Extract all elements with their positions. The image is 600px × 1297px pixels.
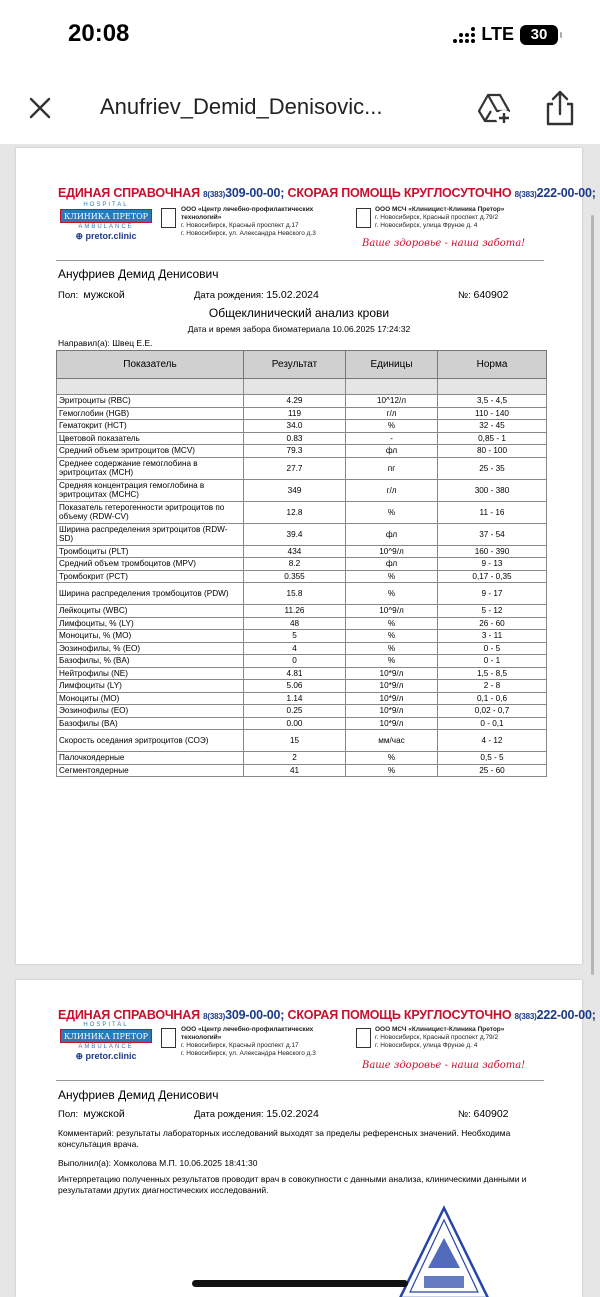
result-cell: 2 [244,752,346,765]
table-row [57,717,547,730]
norm-cell: 3 - 11 [438,630,547,643]
norm-cell: 0,85 - 1 [438,432,547,445]
norm-cell: 9 - 17 [438,583,547,605]
param-cell: Тромбоциты (PLT) [57,545,244,558]
norm-cell: 110 - 140 [438,407,547,420]
result-cell: 11.26 [244,605,346,618]
document-page-1[interactable] [16,148,596,964]
result-cell: 8.2 [244,558,346,571]
result-cell: 34.0 [244,420,346,433]
patient-number: №: 640902 [458,289,509,301]
param-cell: Палочкоядерные [57,752,244,765]
table-row [57,730,547,752]
unit-cell: % [346,642,438,655]
table-row [57,420,547,433]
clinic-phone-banner: ЕДИНАЯ СПРАВОЧНАЯ 8(383)309-00-00; СКОРАЯ ПОМОЩЬ КРУГЛОСУТОЧНО 8(383)222-00-00; [58,1008,596,1022]
param-cell: Скорость оседания эритроцитов (СОЭ) [57,730,244,752]
org1-info: ООО «Центр лечебно-профилактических технологий» г. Новосибирск, Красный проспект д.17 г. Новосибирск, ул. Александра Невского д.3 [181,1026,316,1057]
unit-cell: % [346,752,438,765]
globe-icon: ⊕ [75,1051,83,1061]
table-row [57,642,547,655]
result-cell: 0.25 [244,705,346,718]
table-row [57,752,547,765]
norm-cell: 0 - 1 [438,655,547,668]
param-cell: Среднее содержание гемоглобина в эритроцитах (MCH) [57,457,244,479]
norm-cell: 0,1 - 0,6 [438,692,547,705]
unit-cell: % [346,764,438,777]
result-cell: 48 [244,617,346,630]
param-cell: Эритроциты (RBC) [57,395,244,408]
unit-cell: мм/час [346,730,438,752]
column-header: Единицы [346,351,438,379]
unit-cell: 10*9/л [346,667,438,680]
share-button[interactable] [542,88,578,128]
table-row [57,605,547,618]
param-cell: Моноциты, % (MO) [57,630,244,643]
unit-cell: фл [346,523,438,545]
result-cell: 4.29 [244,395,346,408]
result-cell: 41 [244,764,346,777]
clinic-slogan: Ваше здоровье - наша забота! [362,1060,526,1071]
norm-cell: 4 - 12 [438,730,547,752]
unit-cell: 10^9/л [346,605,438,618]
result-cell: 119 [244,407,346,420]
globe-icon: ⊕ [75,231,83,241]
result-cell: 27.7 [244,457,346,479]
table-row [57,764,547,777]
table-row [57,457,547,479]
document-page-2[interactable] [16,980,596,1297]
result-cell: 0.355 [244,570,346,583]
param-cell: Ширина распределения тромбоцитов (PDW) [57,583,244,605]
unit-cell: % [346,583,438,605]
org1-checkbox [161,208,176,228]
param-cell: Эозинофилы, % (EO) [57,642,244,655]
norm-cell: 0,17 - 0,35 [438,570,547,583]
norm-cell: 11 - 16 [438,501,547,523]
unit-cell: г/л [346,479,438,501]
patient-birth: Дата рождения: 15.02.2024 [194,289,319,301]
network-type: LTE [481,24,514,44]
norm-cell: 1,5 - 8,5 [438,667,547,680]
norm-cell: 0,02 - 0,7 [438,705,547,718]
unit-cell: % [346,617,438,630]
clinic-phone-banner: ЕДИНАЯ СПРАВОЧНАЯ 8(383)309-00-00; СКОРАЯ ПОМОЩЬ КРУГЛОСУТОЧНО 8(383)222-00-00; [58,186,596,200]
referrer: Направил(а): Швец Е.Е. [58,338,153,348]
interpretation-note: Интерпретацию полученных результатов проводит врач в совокупности с данными анализа, клиническими данными и результатами других диагностических исследований. [58,1174,527,1195]
status-bar [0,0,600,72]
norm-cell: 2 - 8 [438,680,547,693]
sample-datetime: Дата и время забора биоматериала 10.06.2025 17:24:32 [187,324,411,334]
param-cell: Средняя концентрация гемоглобина в эритроцитах (MCHC) [57,479,244,501]
norm-cell: 0 - 5 [438,642,547,655]
result-cell: 15 [244,730,346,752]
param-cell: Средний объем эритроцитов (MCV) [57,445,244,458]
org2-checkbox [356,208,371,228]
table-row [57,479,547,501]
drive-add-icon [474,88,514,128]
lab-comment: Комментарий: результаты лабораторных исследований выходят за пределы референсных значений. Необходима консультация врача. [58,1128,511,1149]
document-title: Anufriev_Demid_Denisovic... [100,94,383,119]
param-cell: Средний объем тромбоцитов (MPV) [57,558,244,571]
battery-icon: 30 [520,25,558,45]
param-cell: Лимфоциты, % (LY) [57,617,244,630]
table-row [57,407,547,420]
result-cell: 15.8 [244,583,346,605]
param-cell: Базофилы, % (BA) [57,655,244,668]
norm-cell: 25 - 60 [438,764,547,777]
param-cell: Эозинофилы (EO) [57,705,244,718]
org2-info: ООО МСЧ «Клиницист-Клиника Претор» г. Новосибирск, Красный проспект д.79/2 г. Новосибирск, улица Фрунзе д. 4 [375,1026,505,1049]
org1-checkbox [161,1028,176,1048]
patient-name: Ануфриев Демид Денисович [58,267,219,281]
result-cell: 434 [244,545,346,558]
param-cell: Лейкоциты (WBC) [57,605,244,618]
unit-cell: 10*9/л [346,680,438,693]
clinic-logo: HOSPITAL КЛИНИКА ПРЕТОР AMBULANCE ⊕ pretor.clinic [58,202,154,258]
param-cell: Лимфоциты (LY) [57,680,244,693]
status-icons [453,24,558,45]
result-cell: 12.8 [244,501,346,523]
result-cell: 0 [244,655,346,668]
norm-cell: 5 - 12 [438,605,547,618]
param-cell: Нейтрофилы (NE) [57,667,244,680]
signal-icon [453,27,475,43]
app-bar [0,72,600,144]
table-row [57,692,547,705]
result-cell: 1.14 [244,692,346,705]
param-cell: Сегментоядерные [57,764,244,777]
lab-stamp-icon [388,1198,528,1297]
result-cell: 5.06 [244,680,346,693]
norm-cell: 26 - 60 [438,617,547,630]
param-cell: Показатель гетерогенности эритроцитов по объему (RDW-CV) [57,501,244,523]
column-header: Результат [244,351,346,379]
unit-cell: % [346,570,438,583]
unit-cell: % [346,501,438,523]
report-title: Общеклинический анализ крови [208,306,390,320]
table-row [57,570,547,583]
patient-birth: Дата рождения: 15.02.2024 [194,1108,319,1120]
param-cell: Тромбокрит (PCT) [57,570,244,583]
patient-sex: Пол: мужской [58,289,125,301]
table-row [57,617,547,630]
table-row [57,545,547,558]
home-indicator[interactable] [192,1280,408,1287]
norm-cell: 32 - 45 [438,420,547,433]
column-header: Показатель [57,351,244,379]
unit-cell: % [346,630,438,643]
table-header [57,351,547,379]
column-header: Норма [438,351,547,379]
unit-cell: г/л [346,407,438,420]
unit-cell: фл [346,445,438,458]
norm-cell: 37 - 54 [438,523,547,545]
norm-cell: 25 - 35 [438,457,547,479]
table-row [57,583,547,605]
close-button[interactable] [22,90,58,126]
param-cell: Моноциты (MO) [57,692,244,705]
param-cell: Гематокрит (HCT) [57,420,244,433]
status-time: 20:08 [68,20,130,47]
result-cell: 349 [244,479,346,501]
norm-cell: 0,5 - 5 [438,752,547,765]
unit-cell: 10*9/л [346,705,438,718]
table-spacer-row [57,379,547,395]
unit-cell: фл [346,558,438,571]
unit-cell: 10^12/л [346,395,438,408]
share-icon [542,88,578,128]
unit-cell: 10^9/л [346,545,438,558]
unit-cell: пг [346,457,438,479]
unit-cell: 10*9/л [346,717,438,730]
org2-info: ООО МСЧ «Клиницист-Клиника Претор» г. Новосибирск, Красный проспект д.79/2 г. Новосибирск, улица Фрунзе д. 4 [375,206,505,229]
result-cell: 0.83 [244,432,346,445]
patient-name: Ануфриев Демид Денисович [58,1088,219,1102]
unit-cell: % [346,420,438,433]
table-row [57,432,547,445]
result-cell: 39.4 [244,523,346,545]
param-cell: Цветовой показатель [57,432,244,445]
result-cell: 79.3 [244,445,346,458]
unit-cell: 10*9/л [346,692,438,705]
add-to-drive-button[interactable] [474,88,514,128]
norm-cell: 9 - 13 [438,558,547,571]
table-row [57,680,547,693]
param-cell: Ширина распределения эритроцитов (RDW-SD) [57,523,244,545]
close-icon [22,90,58,126]
norm-cell: 3,5 - 4,5 [438,395,547,408]
clinic-logo: HOSPITAL КЛИНИКА ПРЕТОР AMBULANCE ⊕ pretor.clinic [58,1022,154,1078]
patient-sex: Пол: мужской [58,1108,125,1120]
org2-checkbox [356,1028,371,1048]
result-cell: 0.00 [244,717,346,730]
scrollbar[interactable] [591,215,594,975]
table-row [57,395,547,408]
unit-cell: - [346,432,438,445]
unit-cell: % [346,655,438,668]
org1-info: ООО «Центр лечебно-профилактических технологий» г. Новосибирск, Красный проспект д.17 г. Новосибирск, ул. Александра Невского д.3 [181,206,316,237]
table-row [57,630,547,643]
result-cell: 4.81 [244,667,346,680]
results-table [56,350,547,777]
performed-by: Выполнил(а): Хомколова М.П. 10.06.2025 18:41:30 [58,1158,258,1168]
header-divider [56,1080,544,1081]
param-cell: Гемоглобин (HGB) [57,407,244,420]
norm-cell: 300 - 380 [438,479,547,501]
norm-cell: 0 - 0,1 [438,717,547,730]
table-row [57,705,547,718]
result-cell: 5 [244,630,346,643]
result-cell: 4 [244,642,346,655]
table-row [57,667,547,680]
patient-number: №: 640902 [458,1108,509,1120]
table-row [57,501,547,523]
param-cell: Базофилы (BA) [57,717,244,730]
norm-cell: 160 - 390 [438,545,547,558]
norm-cell: 80 - 100 [438,445,547,458]
header-divider [56,260,544,261]
table-row [57,558,547,571]
table-row [57,523,547,545]
table-row [57,445,547,458]
table-row [57,655,547,668]
clinic-slogan: Ваше здоровье - наша забота! [362,238,526,249]
